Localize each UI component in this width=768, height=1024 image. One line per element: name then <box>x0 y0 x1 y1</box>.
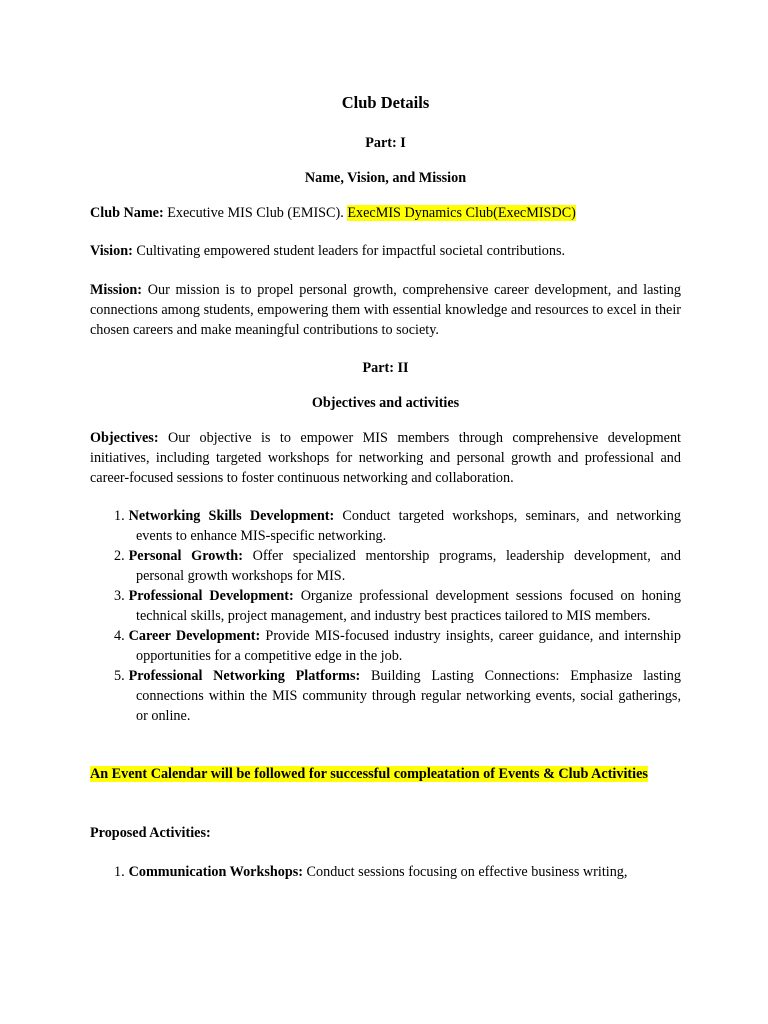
document-title: Club Details <box>341 93 430 112</box>
list-item-text: Organize professional development sessions focused on honing technical skills, project management, and industry best practices tailored to MIS members. <box>136 588 681 624</box>
list-item <box>90 666 681 726</box>
list-item-text: Conduct targeted workshops, seminars, and networking events to enhance MIS-specific networking. <box>136 508 681 544</box>
list-item <box>90 546 681 586</box>
activities-list <box>90 862 681 882</box>
list-item-title: Professional Networking Platforms: <box>128 668 361 684</box>
vision-paragraph <box>90 241 681 261</box>
club-name-label: Club Name: <box>90 205 164 221</box>
event-calendar-note <box>90 764 681 784</box>
part1-subheading: Name, Vision, and Mission <box>304 170 467 186</box>
proposed-activities-heading <box>90 823 681 843</box>
club-name-text: Executive MIS Club (EMISC). <box>163 205 348 221</box>
objectives-text: Our objective is to empower MIS members through comprehensive development initiatives, including targeted workshops for networking and personal growth and professional and career-focused sessions to foster continuous networking and collaboration. <box>90 430 681 486</box>
list-item-text: Building Lasting Connections: Emphasize lasting connections within the MIS community through regular networking events, social gatherings, or online. <box>136 668 681 724</box>
list-item-title: Communication Workshops: <box>128 864 303 880</box>
list-item <box>90 626 681 666</box>
club-name-highlight: ExecMIS Dynamics Club(ExecMISDC) <box>347 205 576 221</box>
list-item-text: Provide MIS-focused industry insights, career guidance, and internship opportunities for a competitive edge in the job. <box>136 628 681 664</box>
list-item <box>90 586 681 626</box>
list-item-title: Personal Growth: <box>128 548 243 564</box>
part2-heading: Part: II <box>362 360 409 376</box>
part1-heading: Part: I <box>365 135 406 151</box>
list-item-text: Offer specialized mentorship programs, leadership development, and personal growth workshops for MIS. <box>136 548 681 584</box>
proposed-activities-label: Proposed Activities: <box>90 825 211 841</box>
objectives-paragraph <box>90 428 681 488</box>
list-item <box>90 506 681 546</box>
mission-paragraph <box>90 280 681 340</box>
list-item-number: 1. <box>114 864 125 880</box>
list-item-title: Professional Development: <box>128 588 294 604</box>
list-item-title: Career Development: <box>128 628 261 644</box>
list-item-number: 2. <box>114 548 125 564</box>
objectives-label: Objectives: <box>90 430 159 446</box>
list-item-number: 3. <box>114 588 125 604</box>
list-item-text: Conduct sessions focusing on effective business writing, <box>303 864 628 880</box>
part2-subheading: Objectives and activities <box>311 395 460 411</box>
mission-text: Our mission is to propel personal growth, comprehensive career development, and lasting connections among students, empowering them with essential knowledge and resources to excel in their chosen careers and make meaningful contributions to society. <box>90 282 681 338</box>
vision-label: Vision: <box>90 243 133 259</box>
objectives-list <box>90 506 681 726</box>
club-name-paragraph <box>90 203 681 223</box>
list-item-title: Networking Skills Development: <box>128 508 335 524</box>
list-item-number: 4. <box>114 628 125 644</box>
vision-text: Cultivating empowered student leaders for impactful societal contributions. <box>132 243 566 259</box>
event-calendar-highlight: An Event Calendar will be followed for successful compleatation of Events & Club Activities <box>90 766 648 782</box>
mission-label: Mission: <box>90 282 143 298</box>
list-item <box>90 862 681 882</box>
list-item-number: 1. <box>114 508 125 524</box>
list-item-number: 5. <box>114 668 125 684</box>
